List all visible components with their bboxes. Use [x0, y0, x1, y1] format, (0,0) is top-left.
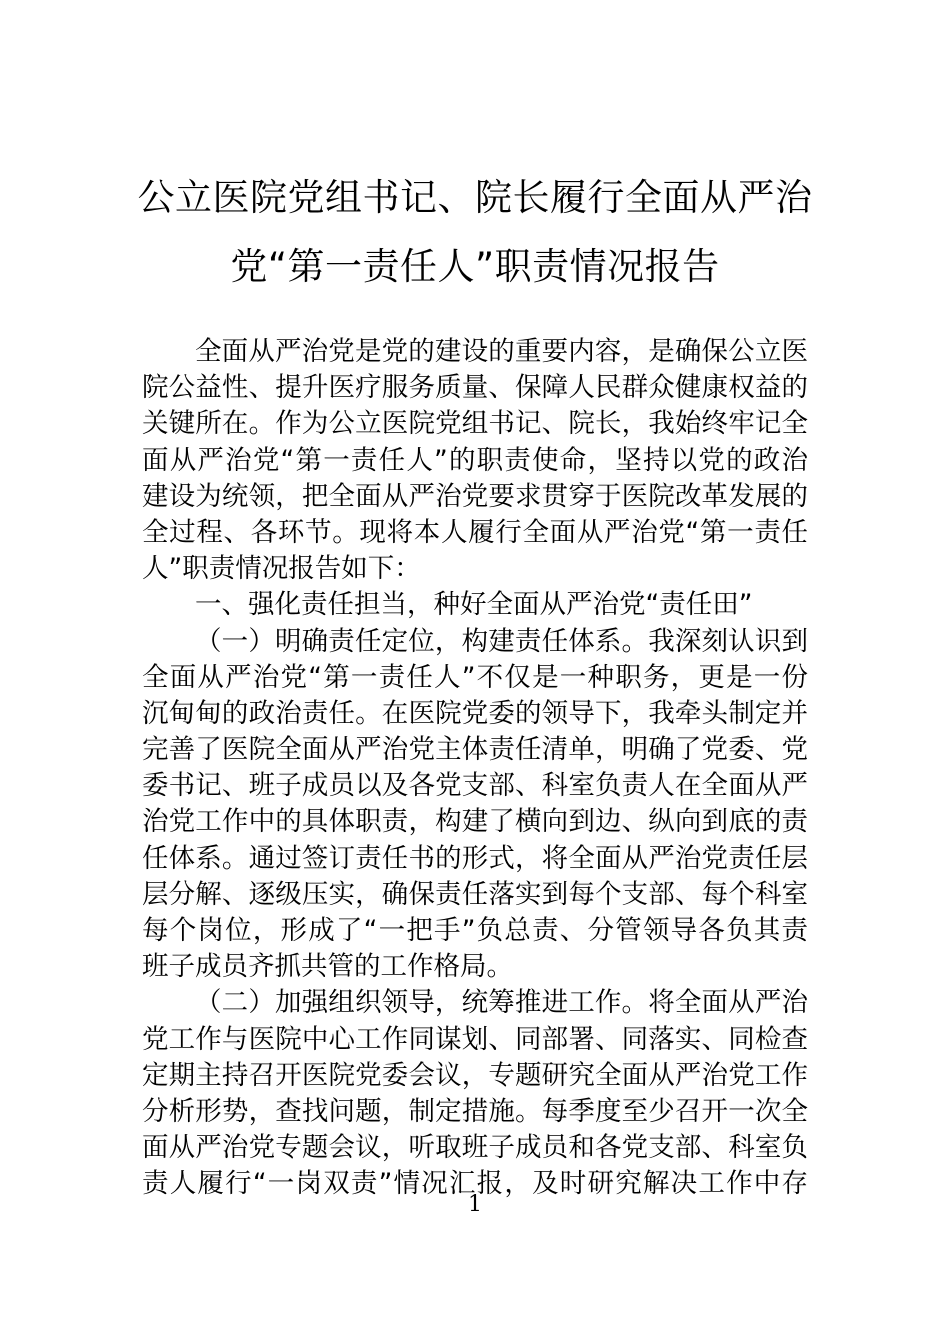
- paragraph-line: 关键所在。作为公立医院党组书记、院长，我始终牢记全: [142, 408, 808, 440]
- page-number: 1: [468, 1192, 482, 1217]
- paragraph-line: 每个岗位，形成了“一把手”负总责、分管领导各负其责: [142, 915, 808, 946]
- paragraph-line: （二）加强组织领导，统筹推进工作。将全面从严治: [195, 987, 808, 1019]
- paragraph-line: 层分解、逐级压实，确保责任落实到每个支部、每个科室: [142, 878, 808, 910]
- paragraph-line: 完善了医院全面从严治党主体责任清单，明确了党委、党: [142, 734, 808, 766]
- paragraph-line: 面从严治党专题会议，听取班子成员和各党支部、科室负: [142, 1132, 808, 1164]
- document-body: [142, 334, 808, 1203]
- document-title-line-2: 党“第一责任人”职责情况报告: [230, 245, 720, 288]
- paragraph-line: 责人履行“一岗双责”情况汇报，及时研究解决工作中存: [142, 1168, 808, 1200]
- section-heading: 一、强化责任担当，种好全面从严治党“责任田”: [195, 589, 753, 621]
- paragraph-line: 委书记、班子成员以及各党支部、科室负责人在全面从严: [142, 770, 808, 802]
- paragraph-line: 沉甸甸的政治责任。在医院党委的领导下，我牵头制定并: [142, 697, 808, 729]
- paragraph-line: 定期主持召开医院党委会议，专题研究全面从严治党工作: [142, 1059, 808, 1091]
- paragraph-line: 全面从严治党是党的建设的重要内容，是确保公立医: [195, 336, 808, 367]
- paragraph-line: 分析形势，查找问题，制定措施。每季度至少召开一次全: [142, 1095, 808, 1127]
- document-title-line-1: 公立医院党组书记、院长履行全面从严治: [137, 176, 813, 219]
- paragraph-line: 党工作与医院中心工作同谋划、同部署、同落实、同检查: [142, 1023, 808, 1055]
- paragraph-line: 班子成员齐抓共管的工作格局。: [142, 951, 513, 983]
- paragraph-line: （一）明确责任定位，构建责任体系。我深刻认识到: [195, 625, 808, 657]
- paragraph-line: 院公益性、提升医疗服务质量、保障人民群众健康权益的: [142, 372, 808, 404]
- paragraph-line: 建设为统领，把全面从严治党要求贯穿于医院改革发展的: [142, 480, 808, 512]
- paragraph-line: 面从严治党“第一责任人”的职责使命，坚持以党的政治: [142, 444, 808, 476]
- paragraph-line: 全过程、各环节。现将本人履行全面从严治党“第一责任: [142, 516, 808, 548]
- paragraph-line: 人”职责情况报告如下：: [142, 553, 421, 585]
- paragraph-line: 全面从严治党“第一责任人”不仅是一种职务，更是一份: [142, 661, 808, 693]
- paragraph-line: 任体系。通过签订责任书的形式，将全面从严治党责任层: [142, 842, 808, 874]
- paragraph-line: 治党工作中的具体职责，构建了横向到边、纵向到底的责: [142, 806, 808, 838]
